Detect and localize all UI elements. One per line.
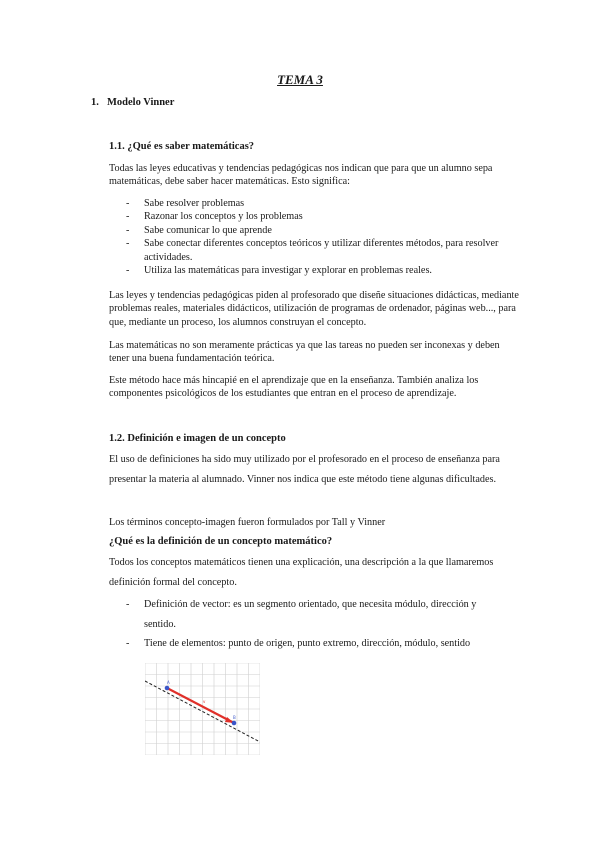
- section-number: 1.: [91, 97, 99, 108]
- grid: [145, 663, 260, 755]
- bullet-list-vector: [109, 595, 509, 654]
- list-item: - Sabe resolver problemas: [109, 197, 509, 210]
- paragraph-intro: Todas las leyes educativas y tendencias pedagógicas nos indican que para que un alumno sepa matemáticas, debe saber hacer matemáticas. Esto significa:: [109, 163, 493, 188]
- vector-arrow: [167, 688, 234, 723]
- section-title: Modelo Vinner: [107, 97, 175, 108]
- list-item: - Tiene de elementos: punto de origen, punto extremo, dirección, módulo, sentido: [109, 634, 509, 654]
- point-a: [165, 686, 170, 691]
- paragraph-metodo: Este método hace más hincapié en el aprendizaje que en la enseñanza. También analiza los componentes psicológicos de los estudiantes que entran en el proceso de aprendizaje.: [109, 375, 479, 400]
- section-heading-modelo-vinner: [91, 97, 174, 108]
- point-a-label: A: [167, 680, 170, 685]
- page-title: TEMA 3: [277, 72, 323, 87]
- subsection-heading-1-2: 1.2. Definición e imagen de un concepto: [109, 433, 286, 444]
- list-item: - Razonar los conceptos y los problemas: [109, 210, 509, 223]
- subsection-heading-1-1: 1.1. ¿Qué es saber matemáticas?: [109, 141, 255, 152]
- vector-figure: [145, 663, 260, 755]
- paragraph-practicas: Las matemáticas no son meramente prácticas ya que las tareas no pueden ser inconexas y deben tener una buena fundamentación teórica.: [109, 340, 500, 365]
- vector-label: v: [203, 699, 206, 704]
- point-b-label: B: [233, 715, 236, 720]
- paragraph-terminos: Los términos concepto-imagen fueron formulados por Tall y Vinner: [109, 517, 386, 528]
- paragraph-leyes: Las leyes y tendencias pedagógicas piden al profesorado que diseñe situaciones didácticas, mediante problemas reales, materiales didácticos, utilización de programas de ordenador, páginas web..., para que, mediante un proceso, los alumnos construyan el concepto.: [109, 290, 519, 328]
- list-item: - Utiliza las matemáticas para investigar y explorar en problemas reales.: [109, 264, 509, 277]
- bullet-list-saber-matematicas: [109, 197, 509, 277]
- paragraph-conceptos: Todos los conceptos matemáticos tienen una explicación, una descripción a la que llamaremos definición formal del concepto.: [109, 557, 494, 588]
- paragraph-definiciones: El uso de definiciones ha sido muy utilizado por el profesorado en el proceso de enseñanza para presentar la materia al alumnado. Vinner nos indica que este método tiene algunas dificultades.: [109, 454, 500, 485]
- question-heading: ¿Qué es la definición de un concepto matemático?: [109, 536, 333, 547]
- list-item: - Sabe comunicar lo que aprende: [109, 224, 509, 237]
- point-b: [232, 721, 237, 726]
- list-item: - Sabe conectar diferentes conceptos teóricos y utilizar diferentes métodos, para resolver actividades.: [109, 237, 509, 264]
- list-item: - Definición de vector: es un segmento orientado, que necesita módulo, dirección y sentido.: [109, 595, 509, 634]
